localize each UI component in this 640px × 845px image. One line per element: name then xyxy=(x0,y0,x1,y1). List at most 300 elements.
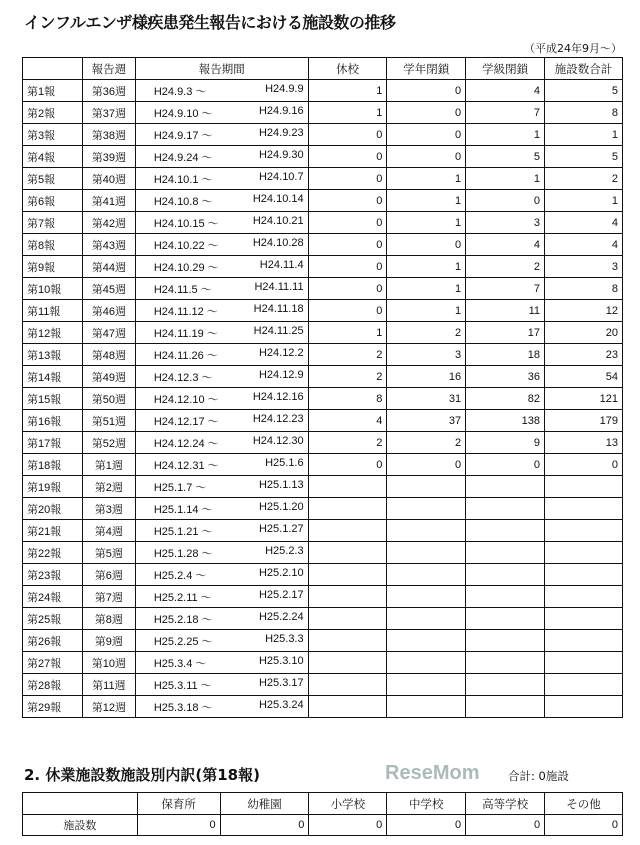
column-header: 中学校 xyxy=(387,793,466,815)
class-closure xyxy=(466,696,545,718)
column-header: その他 xyxy=(545,793,623,815)
grade-closure xyxy=(387,696,466,718)
report-number: 第18報 xyxy=(23,454,83,476)
period-range xyxy=(140,347,304,363)
period-range xyxy=(140,237,304,253)
facility-total xyxy=(545,586,623,608)
facility-total xyxy=(545,674,623,696)
report-period xyxy=(135,696,308,718)
report-number: 第3報 xyxy=(23,124,83,146)
school-closure xyxy=(308,696,387,718)
period-start: H25.1.28 ～ xyxy=(153,547,213,560)
school-closure: 0 xyxy=(308,234,387,256)
table-row xyxy=(23,278,623,300)
grade-closure: 0 xyxy=(387,234,466,256)
resemom-watermark-logo: ReseMom xyxy=(385,762,480,784)
class-closure: 18 xyxy=(466,344,545,366)
period-range xyxy=(140,259,304,275)
report-period xyxy=(135,256,308,278)
report-number: 第24報 xyxy=(23,586,83,608)
column-header: 学級閉鎖 xyxy=(466,58,545,80)
report-period xyxy=(135,520,308,542)
report-week: 第52週 xyxy=(82,432,135,454)
class-closure: 4 xyxy=(466,234,545,256)
report-week: 第44週 xyxy=(82,256,135,278)
column-header: 保育所 xyxy=(137,793,220,815)
class-closure xyxy=(466,476,545,498)
report-period xyxy=(135,652,308,674)
report-week: 第11週 xyxy=(82,674,135,696)
facility-total xyxy=(545,564,623,586)
table-row xyxy=(23,520,623,542)
class-closure: 9 xyxy=(466,432,545,454)
class-closure: 138 xyxy=(466,410,545,432)
grade-closure: 0 xyxy=(387,102,466,124)
report-number: 第1報 xyxy=(23,80,83,102)
report-week: 第8週 xyxy=(82,608,135,630)
grade-closure xyxy=(387,520,466,542)
period-start: H24.9.17 ～ xyxy=(153,129,213,142)
table-row xyxy=(23,476,623,498)
facility-total xyxy=(545,652,623,674)
period-range xyxy=(140,83,304,99)
period-end: H24.9.30 xyxy=(258,148,304,161)
facility-total xyxy=(545,476,623,498)
period-end: H25.1.13 xyxy=(258,478,304,491)
facility-total: 12 xyxy=(545,300,623,322)
period-start: H24.12.17 ～ xyxy=(153,415,219,428)
period-start: H24.12.3 ～ xyxy=(153,371,213,384)
table-header-row xyxy=(23,58,623,80)
report-period xyxy=(135,212,308,234)
facility-total xyxy=(545,520,623,542)
class-closure: 3 xyxy=(466,212,545,234)
row-label: 施設数 xyxy=(23,815,138,836)
school-closure: 1 xyxy=(308,322,387,344)
period-start: H24.11.19 ～ xyxy=(153,327,218,340)
class-closure xyxy=(466,652,545,674)
table-row xyxy=(23,630,623,652)
section-2-title: 2. 休業施設数施設別内訳(第18報) xyxy=(24,766,260,784)
period-start: H25.1.21 ～ xyxy=(153,525,213,538)
class-closure: 0 xyxy=(466,454,545,476)
report-week: 第47週 xyxy=(82,322,135,344)
class-closure: 4 xyxy=(466,80,545,102)
period-start: H25.2.4 ～ xyxy=(153,569,207,582)
grade-closure: 1 xyxy=(387,278,466,300)
class-closure: 1 xyxy=(466,124,545,146)
period-start: H24.11.12 ～ xyxy=(153,305,218,318)
report-week: 第4週 xyxy=(82,520,135,542)
grade-closure xyxy=(387,674,466,696)
period-start: H24.10.15 ～ xyxy=(153,217,219,230)
report-period xyxy=(135,278,308,300)
facility-total: 5 xyxy=(545,146,623,168)
school-closure xyxy=(308,652,387,674)
table-row xyxy=(23,212,623,234)
facility-total: 0 xyxy=(545,454,623,476)
period-range xyxy=(140,193,304,209)
school-closure: 0 xyxy=(308,256,387,278)
period-end: H24.10.7 xyxy=(258,170,304,183)
table-row xyxy=(23,564,623,586)
facility-count: 0 xyxy=(309,815,387,836)
period-range xyxy=(140,589,304,605)
period-start: H24.10.29 ～ xyxy=(153,261,219,274)
report-week: 第51週 xyxy=(82,410,135,432)
report-period xyxy=(135,586,308,608)
report-period xyxy=(135,102,308,124)
period-end: H25.3.3 xyxy=(265,632,304,645)
period-end: H24.9.23 xyxy=(258,126,304,139)
period-range xyxy=(140,633,304,649)
period-start: H24.9.24 ～ xyxy=(153,151,213,164)
report-number: 第22報 xyxy=(23,542,83,564)
period-range xyxy=(140,105,304,121)
class-closure: 11 xyxy=(466,300,545,322)
period-range xyxy=(140,171,304,187)
report-week: 第43週 xyxy=(82,234,135,256)
report-week: 第7週 xyxy=(82,586,135,608)
class-closure: 7 xyxy=(466,102,545,124)
grade-closure: 0 xyxy=(387,80,466,102)
class-closure xyxy=(466,586,545,608)
period-range xyxy=(140,523,304,539)
report-number: 第19報 xyxy=(23,476,83,498)
period-range xyxy=(140,391,304,407)
facility-total: 23 xyxy=(545,344,623,366)
report-week: 第41週 xyxy=(82,190,135,212)
period-start: H25.2.25 ～ xyxy=(153,635,213,648)
school-closure: 0 xyxy=(308,300,387,322)
period-range xyxy=(140,699,304,715)
report-number: 第28報 xyxy=(23,674,83,696)
period-start: H24.12.24 ～ xyxy=(153,437,219,450)
facility-total: 5 xyxy=(545,80,623,102)
column-header xyxy=(23,793,138,815)
table-row xyxy=(23,815,623,836)
period-end: H25.3.17 xyxy=(258,676,304,689)
report-period xyxy=(135,542,308,564)
report-period xyxy=(135,80,308,102)
report-number: 第29報 xyxy=(23,696,83,718)
table-row xyxy=(23,410,623,432)
period-start: H24.10.1 ～ xyxy=(153,173,213,186)
report-number: 第11報 xyxy=(23,300,83,322)
class-closure: 17 xyxy=(466,322,545,344)
report-week: 第39週 xyxy=(82,146,135,168)
report-week: 第5週 xyxy=(82,542,135,564)
facility-count: 0 xyxy=(545,815,623,836)
school-closure xyxy=(308,586,387,608)
period-end: H25.2.17 xyxy=(258,588,304,601)
facility-count: 0 xyxy=(137,815,220,836)
period-start: H25.2.18 ～ xyxy=(153,613,213,626)
table-row xyxy=(23,80,623,102)
period-start: H24.12.10 ～ xyxy=(153,393,219,406)
period-end: H25.2.10 xyxy=(258,566,304,579)
report-week: 第6週 xyxy=(82,564,135,586)
report-week: 第2週 xyxy=(82,476,135,498)
report-week: 第49週 xyxy=(82,366,135,388)
grade-closure: 16 xyxy=(387,366,466,388)
grade-closure: 31 xyxy=(387,388,466,410)
class-closure: 7 xyxy=(466,278,545,300)
report-period xyxy=(135,366,308,388)
report-number: 第4報 xyxy=(23,146,83,168)
school-closure: 0 xyxy=(308,212,387,234)
facility-total: 121 xyxy=(545,388,623,410)
report-number: 第26報 xyxy=(23,630,83,652)
period-range xyxy=(140,655,304,671)
school-closure xyxy=(308,608,387,630)
facility-total: 20 xyxy=(545,322,623,344)
table-row xyxy=(23,542,623,564)
facility-total: 2 xyxy=(545,168,623,190)
grade-closure: 0 xyxy=(387,454,466,476)
period-start: H24.10.22 ～ xyxy=(153,239,219,252)
school-closure: 0 xyxy=(308,454,387,476)
period-start: H25.3.18 ～ xyxy=(153,701,213,714)
table-row xyxy=(23,696,623,718)
period-end: H24.11.18 xyxy=(253,302,304,315)
table-row xyxy=(23,146,623,168)
grade-closure: 1 xyxy=(387,300,466,322)
facility-total: 1 xyxy=(545,124,623,146)
grade-closure: 1 xyxy=(387,256,466,278)
table-row xyxy=(23,652,623,674)
period-end: H24.12.23 xyxy=(252,412,304,425)
table-row xyxy=(23,674,623,696)
table-row xyxy=(23,608,623,630)
table-row xyxy=(23,234,623,256)
report-number: 第17報 xyxy=(23,432,83,454)
period-end: H24.10.14 xyxy=(252,192,304,205)
table-row xyxy=(23,256,623,278)
report-period xyxy=(135,234,308,256)
period-start: H24.10.8 ～ xyxy=(153,195,213,208)
period-end: H24.12.2 xyxy=(258,346,304,359)
facility-trend-table xyxy=(22,57,623,718)
report-period xyxy=(135,476,308,498)
period-end: H24.10.21 xyxy=(252,214,304,227)
grade-closure xyxy=(387,608,466,630)
column-header: 休校 xyxy=(308,58,387,80)
period-range xyxy=(140,457,304,473)
class-closure xyxy=(466,564,545,586)
period-end: H25.2.3 xyxy=(265,544,304,557)
report-number: 第2報 xyxy=(23,102,83,124)
school-closure: 1 xyxy=(308,80,387,102)
report-number: 第20報 xyxy=(23,498,83,520)
grade-closure: 1 xyxy=(387,212,466,234)
class-closure xyxy=(466,674,545,696)
report-number: 第9報 xyxy=(23,256,83,278)
facility-total: 54 xyxy=(545,366,623,388)
period-end: H25.1.27 xyxy=(258,522,304,535)
facility-total xyxy=(545,608,623,630)
grade-closure: 0 xyxy=(387,146,466,168)
facility-total: 4 xyxy=(545,212,623,234)
report-week: 第9週 xyxy=(82,630,135,652)
facility-count: 0 xyxy=(220,815,309,836)
table-row xyxy=(23,124,623,146)
report-number: 第8報 xyxy=(23,234,83,256)
grade-closure xyxy=(387,630,466,652)
period-start: H24.12.31 ～ xyxy=(153,459,219,472)
period-end: H24.9.9 xyxy=(265,82,304,95)
report-number: 第21報 xyxy=(23,520,83,542)
class-closure xyxy=(466,498,545,520)
grade-closure xyxy=(387,498,466,520)
grade-closure xyxy=(387,564,466,586)
grade-closure: 0 xyxy=(387,124,466,146)
school-closure: 1 xyxy=(308,102,387,124)
facility-total xyxy=(545,696,623,718)
report-number: 第23報 xyxy=(23,564,83,586)
facility-total: 179 xyxy=(545,410,623,432)
class-closure: 36 xyxy=(466,366,545,388)
table-row xyxy=(23,322,623,344)
grade-closure xyxy=(387,652,466,674)
grade-closure: 1 xyxy=(387,190,466,212)
page-title: インフルエンザ様疾患発生報告における施設数の推移 xyxy=(24,13,396,32)
report-week: 第10週 xyxy=(82,652,135,674)
grade-closure xyxy=(387,586,466,608)
table-row xyxy=(23,168,623,190)
grade-closure xyxy=(387,476,466,498)
school-closure: 2 xyxy=(308,344,387,366)
period-range xyxy=(140,479,304,495)
grade-closure: 1 xyxy=(387,168,466,190)
report-period xyxy=(135,322,308,344)
class-closure: 2 xyxy=(466,256,545,278)
period-range xyxy=(140,677,304,693)
period-range xyxy=(140,325,304,341)
period-end: H24.11.11 xyxy=(254,280,304,293)
class-closure: 5 xyxy=(466,146,545,168)
section-2-total: 合計: 0施設 xyxy=(508,769,569,783)
period-start: H25.2.11 ～ xyxy=(153,591,212,604)
table-header-row xyxy=(23,793,623,815)
period-range xyxy=(140,413,304,429)
report-period xyxy=(135,674,308,696)
school-closure xyxy=(308,476,387,498)
report-period xyxy=(135,146,308,168)
period-range xyxy=(140,501,304,517)
school-closure: 8 xyxy=(308,388,387,410)
report-week: 第38週 xyxy=(82,124,135,146)
period-end: H24.9.16 xyxy=(258,104,304,117)
report-period xyxy=(135,432,308,454)
period-start: H25.1.14 ～ xyxy=(153,503,213,516)
school-closure: 0 xyxy=(308,190,387,212)
period-start: H24.11.26 ～ xyxy=(153,349,218,362)
facility-total: 13 xyxy=(545,432,623,454)
report-number: 第27報 xyxy=(23,652,83,674)
table-row xyxy=(23,586,623,608)
report-number: 第5報 xyxy=(23,168,83,190)
class-closure: 0 xyxy=(466,190,545,212)
report-week: 第12週 xyxy=(82,696,135,718)
school-closure xyxy=(308,630,387,652)
period-range xyxy=(140,281,304,297)
report-number: 第16報 xyxy=(23,410,83,432)
table-row xyxy=(23,454,623,476)
school-closure: 0 xyxy=(308,146,387,168)
column-header xyxy=(23,58,83,80)
grade-closure xyxy=(387,542,466,564)
facility-total xyxy=(545,630,623,652)
period-end: H24.11.25 xyxy=(253,324,304,337)
table-row xyxy=(23,366,623,388)
column-header: 施設数合計 xyxy=(545,58,623,80)
report-number: 第7報 xyxy=(23,212,83,234)
report-week: 第1週 xyxy=(82,454,135,476)
column-header: 高等学校 xyxy=(466,793,545,815)
facility-total: 8 xyxy=(545,102,623,124)
report-period xyxy=(135,124,308,146)
period-end: H24.10.28 xyxy=(252,236,304,249)
facility-count: 0 xyxy=(466,815,545,836)
facility-total: 4 xyxy=(545,234,623,256)
grade-closure: 2 xyxy=(387,322,466,344)
report-number: 第10報 xyxy=(23,278,83,300)
school-closure: 4 xyxy=(308,410,387,432)
period-range xyxy=(140,127,304,143)
period-end: H25.1.6 xyxy=(265,456,304,469)
facility-breakdown-table xyxy=(22,792,623,836)
report-number: 第13報 xyxy=(23,344,83,366)
report-period xyxy=(135,630,308,652)
report-number: 第14報 xyxy=(23,366,83,388)
column-header: 幼稚園 xyxy=(220,793,309,815)
period-end: H25.2.24 xyxy=(258,610,304,623)
report-week: 第3週 xyxy=(82,498,135,520)
school-closure xyxy=(308,564,387,586)
period-end: H25.3.24 xyxy=(258,698,304,711)
school-closure xyxy=(308,674,387,696)
report-period xyxy=(135,564,308,586)
period-range xyxy=(140,435,304,451)
period-range xyxy=(140,369,304,385)
period-end: H24.12.30 xyxy=(252,434,304,447)
report-week: 第45週 xyxy=(82,278,135,300)
report-week: 第48週 xyxy=(82,344,135,366)
class-closure xyxy=(466,608,545,630)
facility-total xyxy=(545,542,623,564)
table-row xyxy=(23,102,623,124)
period-start: H25.3.4 ～ xyxy=(153,657,207,670)
report-number: 第12報 xyxy=(23,322,83,344)
column-header: 小学校 xyxy=(309,793,387,815)
facility-total: 8 xyxy=(545,278,623,300)
school-closure: 0 xyxy=(308,278,387,300)
period-end: H25.3.10 xyxy=(258,654,304,667)
school-closure: 2 xyxy=(308,432,387,454)
column-header: 報告週 xyxy=(82,58,135,80)
facility-count: 0 xyxy=(387,815,466,836)
class-closure: 1 xyxy=(466,168,545,190)
report-number: 第6報 xyxy=(23,190,83,212)
class-closure: 82 xyxy=(466,388,545,410)
class-closure xyxy=(466,520,545,542)
period-end: H24.12.9 xyxy=(258,368,304,381)
report-period xyxy=(135,190,308,212)
period-start: H24.9.3 ～ xyxy=(153,85,207,98)
school-closure: 0 xyxy=(308,168,387,190)
report-period xyxy=(135,344,308,366)
